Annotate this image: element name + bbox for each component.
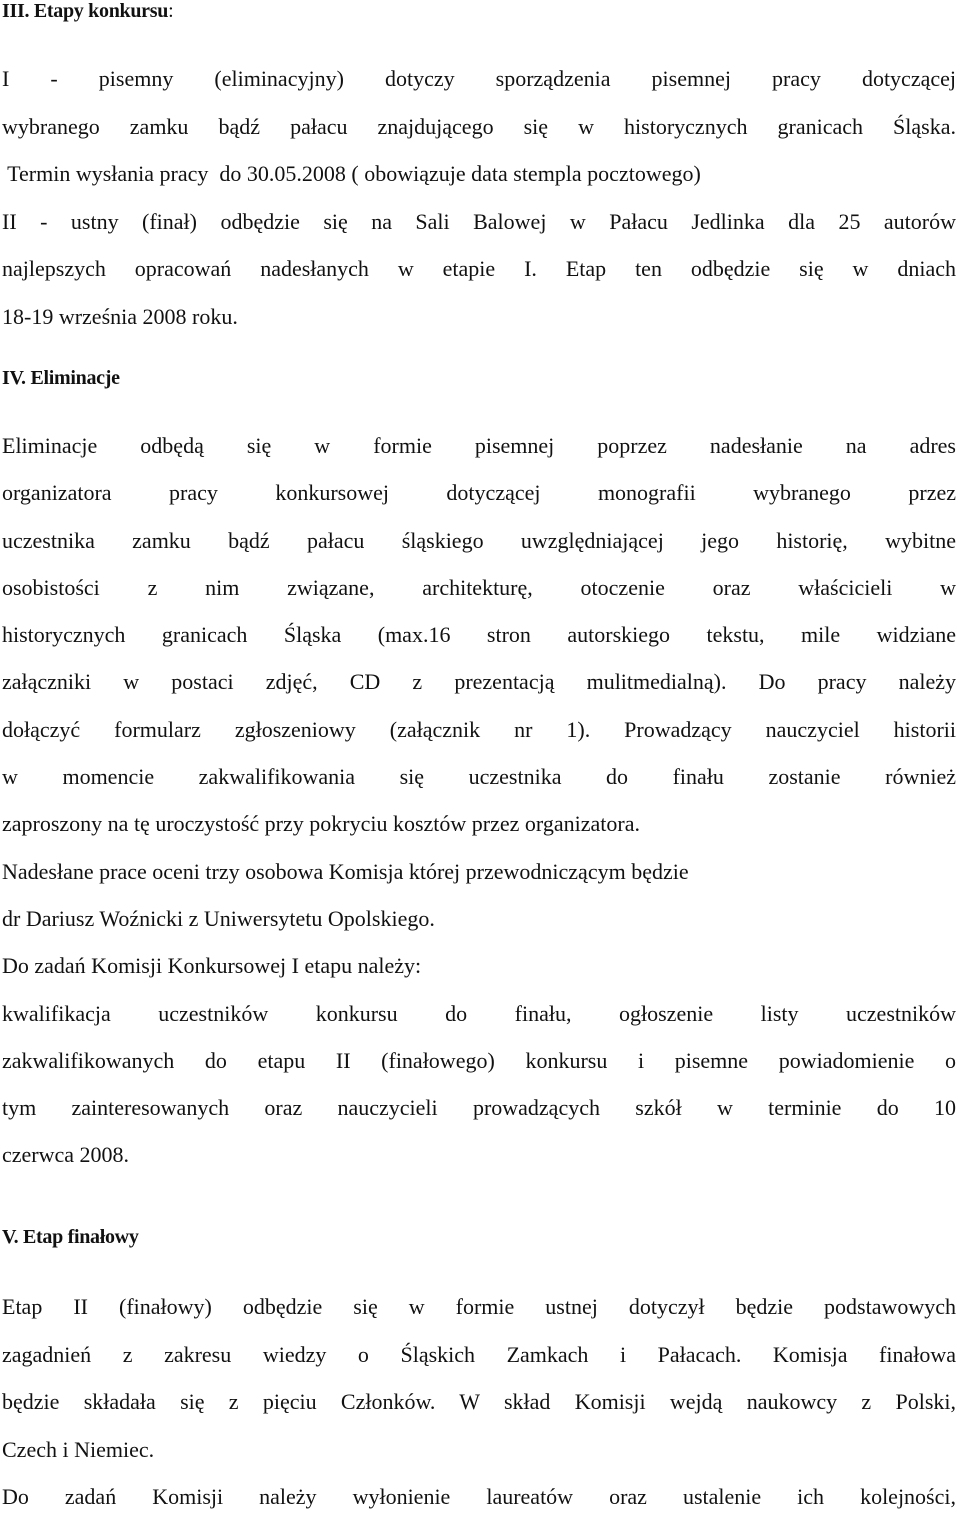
section-4-line: organizatora pracy konkursowej dotyczącej monografii wybranego przez bbox=[2, 480, 956, 506]
section-4-line: dr Dariusz Woźnicki z Uniwersytetu Opolskiego. bbox=[2, 905, 435, 931]
section-3-body bbox=[2, 55, 956, 340]
section-4-line: historycznych granicach Śląska (max.16 stron autorskiego tekstu, mile widziane bbox=[2, 622, 956, 648]
section-4-body bbox=[2, 422, 956, 1179]
section-4-line: dołączyć formularz zgłoszeniowy (załącznik nr 1). Prowadzący nauczyciel historii bbox=[2, 716, 956, 742]
section-3-title bbox=[2, 0, 173, 23]
section-5-body bbox=[2, 1283, 956, 1521]
section-5-line: zagadnień z zakresu wiedzy o Śląskich Zamkach i Pałacach. Komisja finałowa bbox=[2, 1341, 956, 1367]
section-4-line: w momencie zakwalifikowania się uczestnika do finału zostanie również bbox=[2, 764, 956, 790]
section-3-line: 18-19 września 2008 roku. bbox=[2, 303, 238, 329]
section-4-line: Do zadań Komisji Konkursowej I etapu należy: bbox=[2, 953, 422, 979]
section-4-line: osobistości z nim związane, architekturę, otoczenie oraz właścicieli w bbox=[2, 574, 956, 600]
section-5-line: Do zadań Komisji należy wyłonienie laureatów oraz ustalenie ich kolejności, bbox=[2, 1484, 956, 1509]
section-4-line: kwalifikacja uczestników konkursu do finału, ogłoszenie listy uczestników bbox=[2, 1000, 956, 1026]
section-3-line: I - pisemny (eliminacyjny) dotyczy sporządzenia pisemnej pracy dotyczącej bbox=[2, 66, 956, 91]
section-5-line: Czech i Niemiec. bbox=[2, 1436, 155, 1462]
section-5-line: będzie składała się z pięciu Członków. W skład Komisji wejdą naukowcy z Polski, bbox=[2, 1389, 956, 1414]
section-4-line: zakwalifikowanych do etapu II (finałowego) konkursu i pisemne powiadomienie o bbox=[2, 1047, 956, 1073]
section-4-line: zaproszony na tę uroczystość przy pokryciu kosztów przez organizatora. bbox=[2, 811, 640, 837]
section-4-title: IV. Eliminacje bbox=[2, 367, 120, 389]
section-4-line: uczestnika zamku bądź pałacu śląskiego uwzględniającej jego historię, wybitne bbox=[2, 527, 956, 553]
section-3-line: wybranego zamku bądź pałacu znajdującego się w historycznych granicach Śląska. bbox=[2, 113, 956, 139]
section-4-line: tym zainteresowanych oraz nauczycieli prowadzących szkół w terminie do 10 bbox=[2, 1095, 956, 1121]
section-4-line: Eliminacje odbędą się w formie pisemnej poprzez nadesłanie na adres bbox=[2, 433, 956, 458]
section-4-line: Nadesłane prace oceni trzy osobowa Komisja której przewodniczącym będzie bbox=[2, 858, 689, 884]
section-3-title-text: III. Etapy konkursu bbox=[2, 0, 169, 22]
section-5-line: Etap II (finałowy) odbędzie się w formie ustnej dotyczył będzie podstawowych bbox=[2, 1294, 956, 1319]
section-4-line: czerwca 2008. bbox=[2, 1142, 130, 1168]
section-3-line: najlepszych opracowań nadesłanych w etapie I. Etap ten odbędzie się w dniach bbox=[2, 256, 956, 281]
section-3-line: II - ustny (finał) odbędzie się na Sali Balowej w Pałacu Jedlinka dla 25 autorów bbox=[2, 208, 956, 234]
section-4-line: załączniki w postaci zdjęć, CD z prezentacją mulitmedialną). Do pracy należy bbox=[2, 669, 956, 695]
section-3-title-colon: : bbox=[168, 0, 174, 22]
section-3-line: Termin wysłania pracy do 30.05.2008 ( obowiązuje data stempla pocztowego) bbox=[2, 161, 701, 186]
section-5-title: V. Etap finałowy bbox=[2, 1226, 139, 1248]
